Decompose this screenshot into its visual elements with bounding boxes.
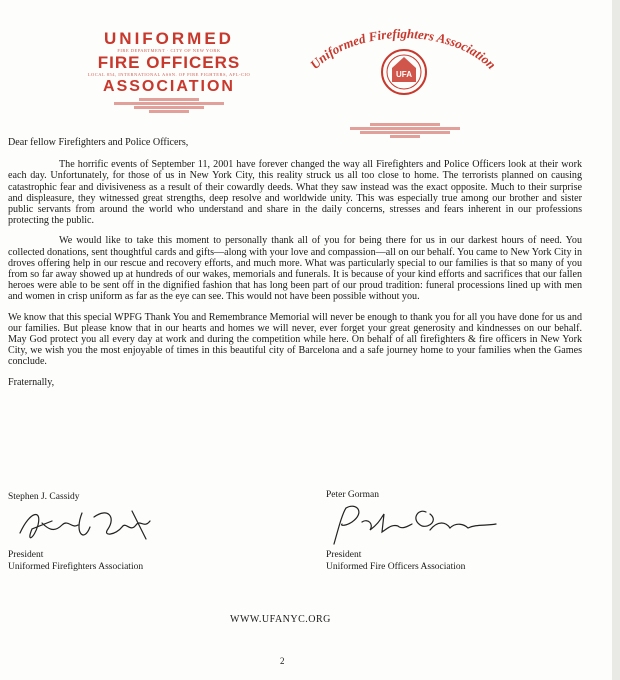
signatory-left-name: Stephen J. Cassidy <box>8 492 80 502</box>
ufa-seal-icon <box>382 50 426 94</box>
ufoa-logo-line1: UNIFORMED <box>104 29 234 48</box>
ufoa-logo-line3: ASSOCIATION <box>103 78 235 95</box>
signatory-left-block <box>8 549 143 573</box>
signatory-right-title: President <box>326 550 362 560</box>
signatory-left-title: President <box>8 550 44 560</box>
paragraph-2: We would like to take this moment to personally thank all of you for being there for us in our darkest hours of need. You collected donations, sent thoughtful cards and gifts—along with your love and compassion—all on our behalf. You came to New York City in droves offering help in our rescue and recovery efforts, and much more. What was particularly special to our families is that so many of you from so far away showed up at hundreds of our wakes, memorials and funerals. It is because of your kind efforts and sacrifices that our fallen heroes were able to be sent off in the dignified fashion that has long been part of our proud tradition: funeral processions lined up with men and women in crisp uniform as far as the eye can see. This would not have been possible without you. <box>8 235 582 303</box>
signatory-left-org: Uniformed Firefighters Association <box>8 562 144 572</box>
signature-peter-gorman <box>326 500 506 550</box>
signatory-right-block <box>326 549 465 573</box>
ufoa-tagline-2: LOCAL 854, INTERNATIONAL ASSN. OF FIRE FIGHTERS, AFL-CIO <box>87 72 251 77</box>
ufoa-logo-line2: FIRE OFFICERS <box>97 53 241 72</box>
signatory-right-name: Peter Gorman <box>326 490 380 500</box>
salutation: Dear fellow Firefighters and Police Officers, <box>8 137 189 148</box>
svg-text:UFA: UFA <box>396 70 412 79</box>
ufa-letterhead <box>283 22 523 122</box>
letter-body <box>8 137 582 397</box>
ufa-arc-title: Uniformed Firefighters Association <box>307 25 500 73</box>
website-url: WWW.UFANYC.ORG <box>230 614 331 625</box>
signature-stephen-cassidy <box>12 503 162 551</box>
ufa-logo-emblem <box>283 22 523 122</box>
ufoa-letterhead <box>84 30 254 114</box>
page-number: 2 <box>280 656 285 666</box>
signatory-right-org: Uniformed Fire Officers Association <box>326 562 466 572</box>
paragraph-1: The horrific events of September 11, 2001 have forever changed the way all Firefighters and Police Officers look at their work each day. Unfortunately, for those of us in New York City, this reality struck us all too close to home. The terrorists planned on causing catastrophic fear and divisiveness as a result of their cowardly deeds. What they saw instead was the exact opposite. Much to their surprise and displeasure, they witnessed great strengths, deep resolve and worldwide unity. This was especially true among our brother and sister public servants from around the world who understand and share in the daily concerns, stresses and fears inherent in our professions protecting the public. <box>8 159 582 227</box>
ufoa-tagline-1: FIRE DEPARTMENT · CITY OF NEW YORK <box>117 48 221 53</box>
ufoa-address-block <box>84 98 254 113</box>
closing: Fraternally, <box>8 376 55 388</box>
page-edge-shadow <box>612 0 620 680</box>
paragraph-3: We know that this special WPFG Thank You and Remembrance Memorial will never be enough to thank you for all you have done for us and our families. But please know that in our hearts and homes we will never, ever forget your great generosity and kindnesses on our behalf. May God protect you all every day at work and during the competition while here. On behalf of all firefighters & fire officers in New York City, we wish you the most enjoyable of times in this beautiful city of Barcelona and a safe journey home to your families when the Games conclude. <box>8 311 582 368</box>
